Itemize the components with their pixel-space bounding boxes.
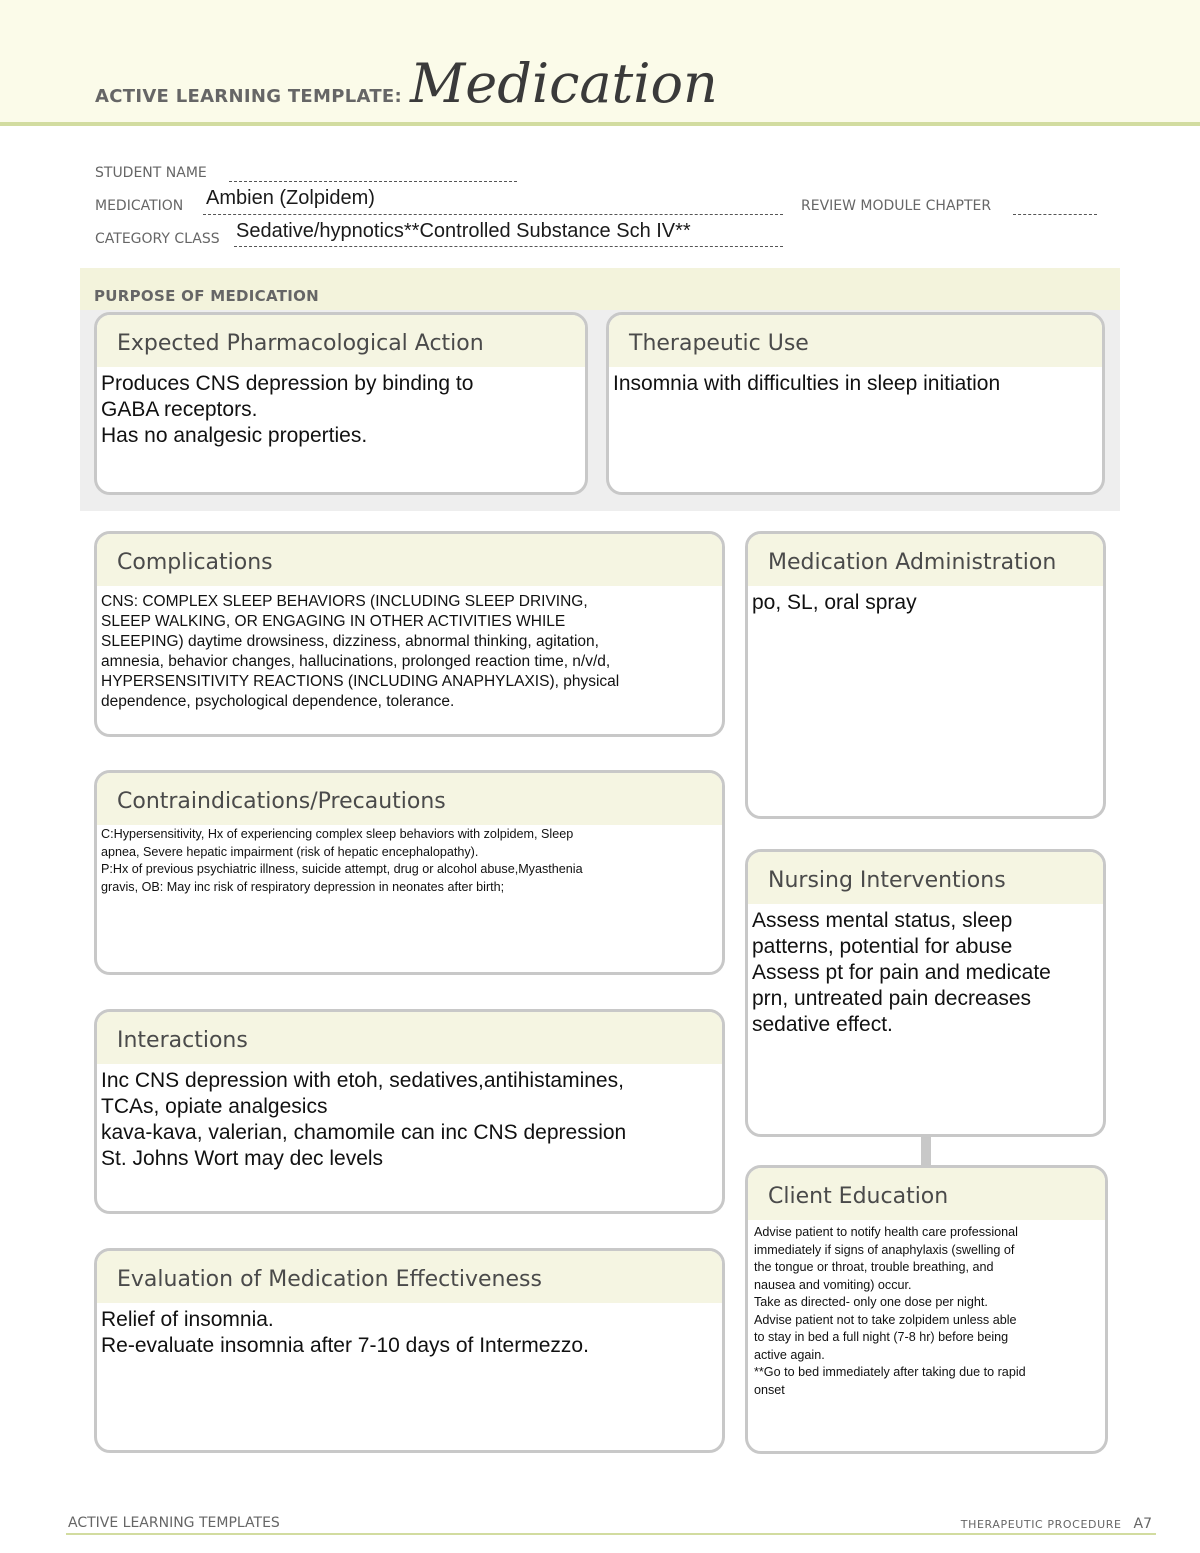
medication-administration-title: Medication Administration: [768, 550, 1057, 575]
therapeutic-use-title: Therapeutic Use: [629, 331, 809, 356]
complications-title: Complications: [117, 550, 273, 575]
category-class-line: [234, 246, 783, 247]
client-education-box[interactable]: [745, 1165, 1108, 1454]
review-module-label: REVIEW MODULE CHAPTER: [801, 198, 992, 214]
page-number: A7: [1133, 1516, 1152, 1532]
medication-value: Ambien (Zolpidem): [206, 187, 375, 209]
expected-action-box[interactable]: [94, 312, 588, 495]
category-class-value: Sedative/hypnotics**Controlled Substance Sch IV**: [236, 220, 691, 242]
evaluation-box[interactable]: [94, 1248, 725, 1453]
footer-right: [961, 1516, 1152, 1532]
footer-left: ACTIVE LEARNING TEMPLATES: [68, 1515, 280, 1531]
medication-administration-box[interactable]: [745, 531, 1106, 819]
medication-label: MEDICATION: [95, 198, 184, 214]
student-name-label: STUDENT NAME: [95, 165, 207, 181]
evaluation-text: Relief of insomnia. Re-evaluate insomnia after 7-10 days of Intermezzo.: [101, 1308, 589, 1357]
section-connector: [921, 1135, 931, 1165]
interactions-title: Interactions: [117, 1028, 248, 1053]
category-class-field[interactable]: [95, 220, 691, 247]
client-education-title: Client Education: [768, 1184, 949, 1209]
footer-rule: [66, 1533, 1156, 1535]
purpose-label: PURPOSE OF MEDICATION: [94, 287, 320, 305]
medication-administration-text: po, SL, oral spray: [752, 591, 917, 614]
footer-procedure: THERAPEUTIC PROCEDURE: [960, 1518, 1122, 1531]
therapeutic-use-text: Insomnia with difficulties in sleep initiation: [613, 372, 1001, 395]
review-module-line: [1013, 214, 1097, 215]
nursing-interventions-text: Assess mental status, sleep patterns, potential for abuse Assess pt for pain and medicate prn, untreated pain decreases sedative effect.: [752, 909, 1051, 1036]
interactions-box[interactable]: [94, 1009, 725, 1214]
contraindications-text: C:Hypersensitivity, Hx of experiencing complex sleep behaviors with zolpidem, Sleep apnea, Severe hepatic impairment (risk of hepatic encephalopathy). P:Hx of previous psychiatric illness, suicide attempt, drug or alcohol abuse,Myasthenia gravis, OB: May inc risk of respiratory depression in neonates after birth;: [101, 827, 583, 894]
medication-field[interactable]: [95, 187, 375, 214]
medication-line: [203, 214, 783, 215]
contraindications-box[interactable]: [94, 770, 725, 975]
complications-text: CNS: COMPLEX SLEEP BEHAVIORS (INCLUDING SLEEP DRIVING, SLEEP WALKING, OR ENGAGING IN OTHER ACTIVITIES WHILE SLEEPING) daytime drowsiness, dizziness, abnormal thinking, agitation, amnesia, behavior changes, hallucinations, prolonged reaction time, n/v/d, HYPERSENSITIVITY REACTIONS (INCLUDING ANAPHYLAXIS), physical dependence, psychological dependence, tolerance.: [101, 593, 620, 710]
contraindications-title: Contraindications/Precautions: [117, 789, 446, 814]
student-name-line: [229, 181, 517, 182]
interactions-text: Inc CNS depression with etoh, sedatives,antihistamines, TCAs, opiate analgesics kava-kava, valerian, chamomile can inc CNS depression St. Johns Wort may dec levels: [101, 1069, 627, 1170]
nursing-interventions-title: Nursing Interventions: [768, 868, 1006, 893]
expected-action-title: Expected Pharmacological Action: [117, 331, 484, 356]
complications-box[interactable]: [94, 531, 725, 737]
page-title: Medication: [410, 52, 718, 115]
template-prefix: ACTIVE LEARNING TEMPLATE:: [95, 86, 402, 107]
review-module-field[interactable]: [801, 198, 991, 214]
evaluation-title: Evaluation of Medication Effectiveness: [117, 1267, 542, 1292]
nursing-interventions-box[interactable]: [745, 849, 1106, 1137]
category-class-label: CATEGORY CLASS: [95, 231, 220, 247]
client-education-text: Advise patient to notify health care professional immediately if signs of anaphylaxis (swelling of the tongue or throat, trouble breathing, and nausea and vomiting) occur. Take as directed- only one dose per night. Advise patient not to take zolpidem unless able to stay in bed a full night (7-8 hr) before being active again. **Go to bed immediately after taking due to rapid onset: [754, 1225, 1026, 1397]
header-rule: [0, 122, 1200, 126]
student-name-field[interactable]: [95, 165, 207, 181]
therapeutic-use-box[interactable]: [606, 312, 1105, 495]
expected-action-text: Produces CNS depression by binding to GABA receptors. Has no analgesic properties.: [101, 372, 474, 447]
